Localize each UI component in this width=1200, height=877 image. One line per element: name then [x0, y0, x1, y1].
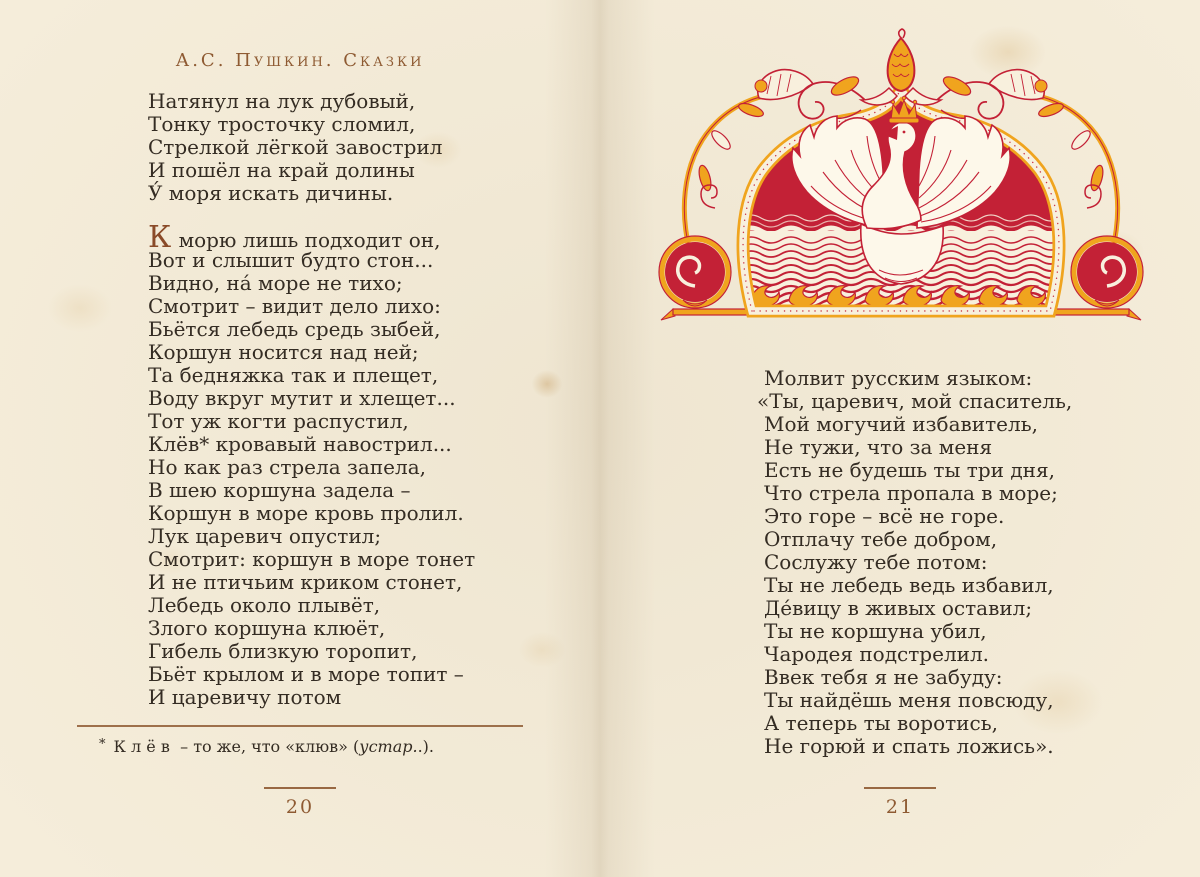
footnote-rule [77, 725, 523, 727]
poem-line: Коршун носится над ней; [148, 340, 419, 364]
poem-line: Бьётся лебедь средь зыбей, [148, 317, 441, 341]
running-header: А.С. Пушкин. Сказки [175, 50, 425, 71]
page-number-rule [264, 787, 336, 789]
stanza-1 [148, 90, 442, 205]
poem-line: В шею коршуна задела – [148, 478, 411, 502]
corner-scroll-right [935, 70, 1047, 119]
page-number: 21 [885, 796, 915, 818]
poem-line: Это горе – всё не горе. [764, 504, 1005, 528]
poem-line: И царевичу потом [148, 685, 342, 709]
poem-line: Натянул на лук дубовый, [148, 89, 416, 113]
right-page [600, 0, 1200, 877]
poem-line: Коршун в море кровь пролил. [148, 501, 464, 525]
poem-line: Смотрит – видит дело лихо: [148, 294, 441, 318]
poem-line-text: морю лишь подходит он, [172, 228, 441, 252]
swan-eye [903, 131, 906, 134]
poem-line: Гибель близкую торопит, [148, 639, 418, 663]
poem-line: Есть не будешь ты три дня, [764, 458, 1055, 482]
footnote-term: Клёв [113, 737, 176, 756]
poem-line: Воду вкруг мутит и хлещет... [148, 386, 456, 410]
poem-line: Бьёт крылом и в море топит – [148, 662, 464, 686]
poem-line-with-initial [148, 220, 475, 255]
poem-line: Не горюй и спать ложись». [764, 734, 1054, 758]
headpiece-svg [655, 28, 1147, 328]
poem-line: «Ты, царевич, мой спаситель, [757, 389, 1073, 413]
poem-line: Ты не лебедь ведь избавил, [764, 573, 1054, 597]
poem-line: Лук царевич опустил; [148, 524, 382, 548]
poem-line: Тот уж когти распустил, [148, 409, 409, 433]
poem-line: Молвит русским языком: [764, 366, 1033, 390]
stanza-2 [148, 220, 476, 709]
footnote [99, 736, 434, 760]
poem-line: Вот и слышит будто стон... [148, 248, 434, 272]
right-poem [757, 366, 1073, 758]
poem-line: Та бедняжка так и плещет, [148, 363, 439, 387]
page-number: 20 [285, 796, 315, 818]
poem-line: Де́вицу в живых оставил; [764, 596, 1033, 620]
poem-line: Тонку тросточку сломил, [148, 112, 416, 136]
footnote-text-end: .). [417, 737, 434, 756]
poem-line: Но как раз стрела запела, [148, 455, 426, 479]
drop-initial: К [148, 220, 172, 255]
poem-line: Чародея подстрелил. [764, 642, 990, 666]
footnote-marker: * [99, 737, 106, 752]
poem-line: Сослужу тебе потом: [764, 550, 988, 574]
poem-line: А теперь ты воротись, [764, 711, 998, 735]
footnote-text: – то же, что «клюв» ( [175, 737, 360, 756]
poem-line: Лебедь около плывёт, [148, 593, 381, 617]
page-number-rule [864, 787, 936, 789]
poem-line: Не тужи, что за меня [764, 435, 993, 459]
poem-line: И не птичьим криком стонет, [148, 570, 463, 594]
corner-scroll-left [755, 70, 867, 119]
poem-line: Мой могучий избавитель, [764, 412, 1038, 436]
poem-line: Что стрела пропала в море; [764, 481, 1058, 505]
poem-line: Ты найдёшь меня повсюду, [764, 688, 1054, 712]
poem-line: И пошёл на край долины [148, 158, 415, 182]
poem-line: Ты не коршуна убил, [764, 619, 987, 643]
poem-line: У́ моря искать дичины. [148, 181, 394, 205]
crown [889, 96, 919, 123]
footnote-abbr: устар. [359, 737, 418, 756]
poem-line: Злого коршуна клюёт, [148, 616, 386, 640]
poem-line: Отплачу тебе добром, [764, 527, 998, 551]
poem-line: Ввек тебя я не забуду: [764, 665, 1003, 689]
poem-line: Стрелкой лёгкой завострил [148, 135, 443, 159]
poem-line: Клёв* кровавый навострил... [148, 432, 452, 456]
poem-line: Смотрит: коршун в море тонет [148, 547, 476, 571]
swan-headpiece-illustration [655, 28, 1147, 328]
poem-line: Видно, на́ море не тихо; [148, 271, 403, 295]
